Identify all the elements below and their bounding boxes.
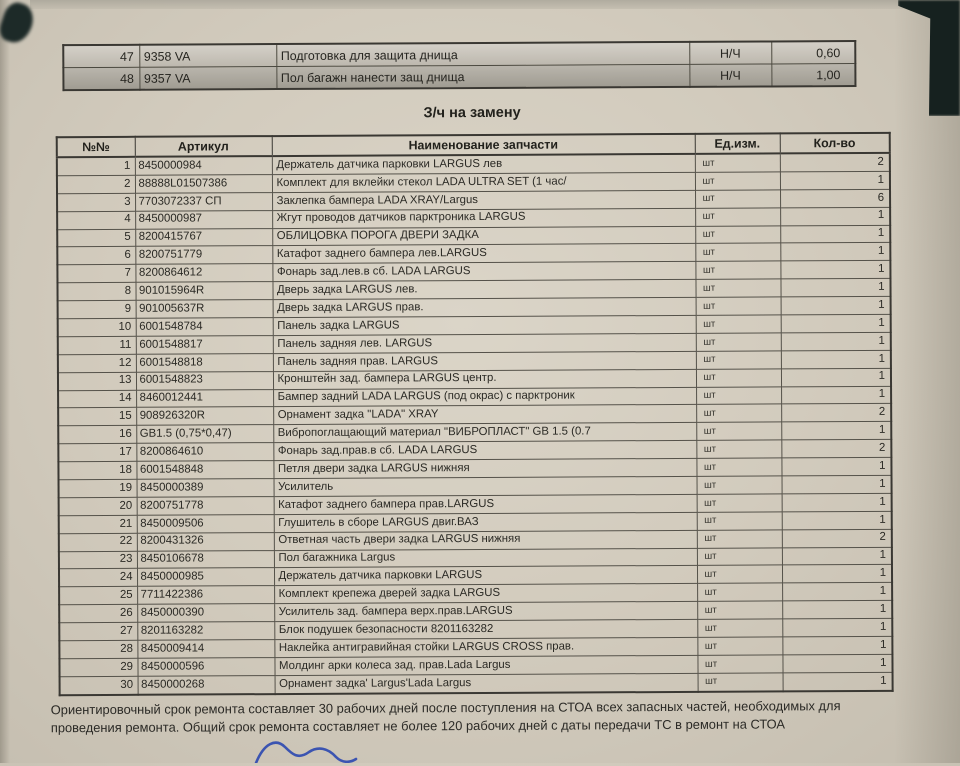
part-quantity: 6 [780, 189, 890, 207]
part-number: 1 [57, 157, 135, 176]
labor-row-article: 9358 VA [139, 44, 276, 67]
part-unit: шт [697, 548, 782, 566]
part-unit: шт [697, 476, 782, 494]
part-quantity: 2 [781, 404, 891, 422]
part-article: 8200751779 [135, 246, 272, 265]
part-number: 28 [59, 640, 137, 658]
part-article: 8200415767 [135, 228, 272, 247]
part-unit: шт [696, 404, 781, 422]
col-header-number: №№ [57, 137, 135, 157]
part-unit: шт [697, 619, 782, 637]
parts-table-body [57, 153, 893, 695]
part-quantity: 2 [782, 529, 892, 547]
part-quantity: 1 [782, 547, 892, 565]
part-article: 8450000987 [135, 210, 272, 229]
part-quantity: 1 [780, 207, 890, 225]
part-name: Усилитель [274, 476, 697, 496]
labor-row-qty: 1,00 [771, 64, 855, 87]
part-article: 8450000596 [137, 658, 274, 677]
part-quantity: 2 [781, 440, 891, 458]
part-quantity: 1 [781, 332, 891, 350]
part-number: 3 [57, 193, 135, 211]
part-unit: шт [695, 261, 780, 279]
part-number: 13 [58, 372, 136, 390]
part-name: Дверь задка LARGUS лев. [272, 280, 695, 300]
part-name: Петля двери задка LARGUS нижняя [273, 459, 696, 479]
part-number: 20 [59, 497, 137, 515]
col-header-qty: Кол-во [780, 133, 890, 154]
part-number: 14 [58, 390, 136, 408]
part-name: Орнамент задка' Largus'Lada Largus [275, 673, 698, 694]
part-unit: шт [696, 333, 781, 351]
part-article: 6001548818 [136, 353, 273, 372]
part-quantity: 1 [782, 636, 892, 654]
part-article: 6001548817 [136, 335, 273, 354]
part-article: 8450106678 [137, 550, 274, 569]
part-number: 29 [59, 658, 137, 676]
part-unit: шт [698, 673, 783, 692]
part-number: 2 [57, 175, 135, 193]
part-quantity: 1 [782, 654, 892, 672]
part-unit: шт [696, 351, 781, 369]
part-name: Молдинг арки колеса зад. прав.Lada Largus [274, 655, 697, 675]
part-number: 8 [57, 283, 135, 301]
part-number: 25 [59, 587, 137, 605]
part-unit: шт [697, 655, 782, 673]
part-unit: шт [697, 583, 782, 601]
part-number: 10 [58, 318, 136, 336]
part-quantity: 1 [780, 171, 890, 189]
part-number: 18 [58, 461, 136, 479]
part-name: Панель задняя прав. LARGUS [273, 351, 696, 371]
part-article: 901005637R [136, 300, 273, 319]
part-name: Ответная часть двери задка LARGUS нижняя [274, 530, 697, 550]
part-article: 6001548823 [136, 371, 273, 390]
part-name: Комплект для вклейки стекол LADA ULTRA SET (1 час/ [272, 172, 695, 192]
part-name: Катафот заднего бампера прав.LARGUS [274, 494, 697, 514]
part-quantity: 1 [782, 565, 892, 583]
part-number: 4 [57, 211, 135, 229]
part-article: 8450009506 [137, 514, 274, 533]
part-quantity: 1 [781, 368, 891, 386]
part-unit: шт [697, 565, 782, 583]
part-quantity: 1 [780, 243, 890, 261]
part-quantity: 1 [781, 314, 891, 332]
part-unit: шт [695, 279, 780, 297]
part-unit: шт [696, 458, 781, 476]
part-name: Панель задняя лев. LARGUS [273, 333, 696, 353]
part-unit: шт [695, 243, 780, 261]
part-unit: шт [697, 637, 782, 655]
labor-row-article: 9357 VA [139, 67, 276, 90]
col-header-article: Артикул [135, 136, 272, 157]
part-unit: шт [696, 315, 781, 333]
part-number: 23 [59, 551, 137, 569]
part-article: 8200431326 [137, 532, 274, 551]
labor-row-number: 48 [63, 67, 139, 90]
part-number: 5 [57, 229, 135, 247]
part-number: 7 [57, 265, 135, 283]
part-quantity: 1 [782, 619, 892, 637]
part-unit: шт [695, 225, 780, 243]
labor-table-body [63, 41, 855, 90]
col-header-unit: Ед.изм. [695, 133, 780, 153]
part-article: 8450000984 [135, 156, 272, 175]
part-name: Держатель датчика парковки LARGUS [274, 566, 697, 586]
part-name: Дверь задка LARGUS прав. [273, 297, 696, 317]
part-unit: шт [697, 601, 782, 619]
part-number: 12 [58, 354, 136, 372]
part-article: GB1.5 (0,75*0,47) [136, 425, 273, 444]
signature-pen-stroke [252, 737, 372, 763]
part-article: 8450000389 [137, 479, 274, 498]
part-name: Катафот заднего бампера лев.LARGUS [272, 244, 695, 264]
part-name: Пол багажника Largus [274, 548, 697, 568]
part-name: Вибропоглащающий материал "ВИБРОПЛАСТ" GB 1.5 (0.7 [273, 423, 696, 443]
part-quantity: 1 [782, 493, 892, 511]
part-article: 8200864610 [136, 443, 273, 462]
part-name: Заклепка бампера LADA XRAY/Largus [272, 190, 695, 210]
part-unit: шт [697, 530, 782, 548]
part-quantity: 1 [782, 475, 892, 493]
part-number: 17 [58, 444, 136, 462]
part-unit: шт [695, 172, 780, 190]
parts-table [56, 132, 894, 696]
part-name: Бампер задний LADA LARGUS (под окрас) с парктроник [273, 387, 696, 407]
part-quantity: 2 [780, 153, 890, 172]
part-quantity: 1 [780, 261, 890, 279]
part-quantity: 1 [782, 601, 892, 619]
part-quantity: 1 [783, 672, 893, 691]
part-name: Орнамент задка "LADA" XRAY [273, 405, 696, 425]
part-unit: шт [695, 208, 780, 226]
labor-row [63, 64, 855, 91]
part-quantity: 1 [782, 583, 892, 601]
part-number: 24 [59, 569, 137, 587]
part-number: 27 [59, 622, 137, 640]
part-unit: шт [696, 369, 781, 387]
part-name: Блок подушек безопасности 8201163282 [274, 620, 697, 640]
part-article: 8450000985 [137, 568, 274, 587]
part-article: 908926320R [136, 407, 273, 426]
parts-row [60, 672, 893, 695]
part-quantity: 1 [780, 225, 890, 243]
part-name: Держатель датчика парковки LARGUS лев [272, 154, 695, 175]
labor-row-name: Пол багажн нанести защ днища [276, 64, 689, 89]
part-number: 15 [58, 408, 136, 426]
part-article: 6001548784 [136, 318, 273, 337]
labor-row-unit: Н/Ч [689, 41, 771, 64]
labor-row-name: Подготовка для защита днища [276, 42, 689, 67]
part-quantity: 1 [781, 386, 891, 404]
part-number: 30 [60, 676, 138, 695]
col-header-name: Наименование запчасти [272, 134, 695, 156]
part-article: 88888L01507386 [135, 174, 272, 193]
part-quantity: 1 [781, 422, 891, 440]
part-number: 6 [57, 247, 135, 265]
part-quantity: 1 [781, 296, 891, 314]
part-unit: шт [696, 422, 781, 440]
part-article: 8450000268 [138, 675, 275, 694]
part-name: Фонарь зад.прав.в сб. LADA LARGUS [273, 441, 696, 461]
part-name: Комплект крепежа дверей задка LARGUS [274, 584, 697, 604]
repair-terms-note: Ориентировочный срок ремонта составляет 30 рабочих дней после поступления на СТОА всех запасных частей, необходимых для проведения ремонта. Общий срок ремонта составляет не более 120 рабочих дней с даты передачи ТС в ремонт на СТОА [50, 698, 841, 736]
part-name: Глушитель в сборе LARGUS двиг.ВАЗ [274, 512, 697, 532]
part-number: 11 [58, 336, 136, 354]
part-article: 8450000390 [137, 604, 274, 623]
part-quantity: 1 [780, 279, 890, 297]
part-unit: шт [696, 297, 781, 315]
part-name: Кронштейн зад. бампера LARGUS центр. [273, 369, 696, 389]
part-article: 7711422386 [137, 586, 274, 605]
part-name: Наклейка антигравийная стойки LARGUS CROSS прав. [274, 637, 697, 657]
part-article: 8200751778 [137, 497, 274, 516]
part-unit: шт [696, 387, 781, 405]
part-unit: шт [695, 153, 780, 172]
part-name: Фонарь зад.лев.в сб. LADA LARGUS [272, 262, 695, 282]
part-article: 901015964R [135, 282, 272, 301]
part-unit: шт [695, 190, 780, 208]
part-name: Панель задка LARGUS [273, 315, 696, 335]
part-name: Усилитель зад. бампера верх.прав.LARGUS [274, 602, 697, 622]
labor-row-qty: 0,60 [771, 41, 855, 64]
part-quantity: 1 [782, 511, 892, 529]
part-article: 8200864612 [135, 264, 272, 283]
section-title: З/ч на замену [423, 104, 521, 122]
part-number: 9 [58, 300, 136, 318]
part-number: 16 [58, 426, 136, 444]
part-unit: шт [697, 494, 782, 512]
labor-table [62, 40, 856, 91]
part-article: 8450009414 [137, 640, 274, 659]
labor-row-number: 47 [63, 45, 139, 68]
part-name: ОБЛИЦОВКА ПОРОГА ДВЕРИ ЗАДКА [272, 226, 695, 246]
part-article: 8460012441 [136, 389, 273, 408]
part-article: 8201163282 [137, 622, 274, 641]
part-quantity: 1 [781, 457, 891, 475]
part-article: 7703072337 СП [135, 192, 272, 211]
labor-row-unit: Н/Ч [689, 64, 771, 87]
part-number: 21 [59, 515, 137, 533]
part-unit: шт [697, 512, 782, 530]
part-number: 22 [59, 533, 137, 551]
part-name: Жгут проводов датчиков парктроника LARGUS [272, 208, 695, 228]
part-article: 6001548848 [136, 461, 273, 480]
part-quantity: 1 [781, 350, 891, 368]
part-number: 19 [59, 479, 137, 497]
part-number: 26 [59, 605, 137, 623]
part-unit: шт [696, 440, 781, 458]
